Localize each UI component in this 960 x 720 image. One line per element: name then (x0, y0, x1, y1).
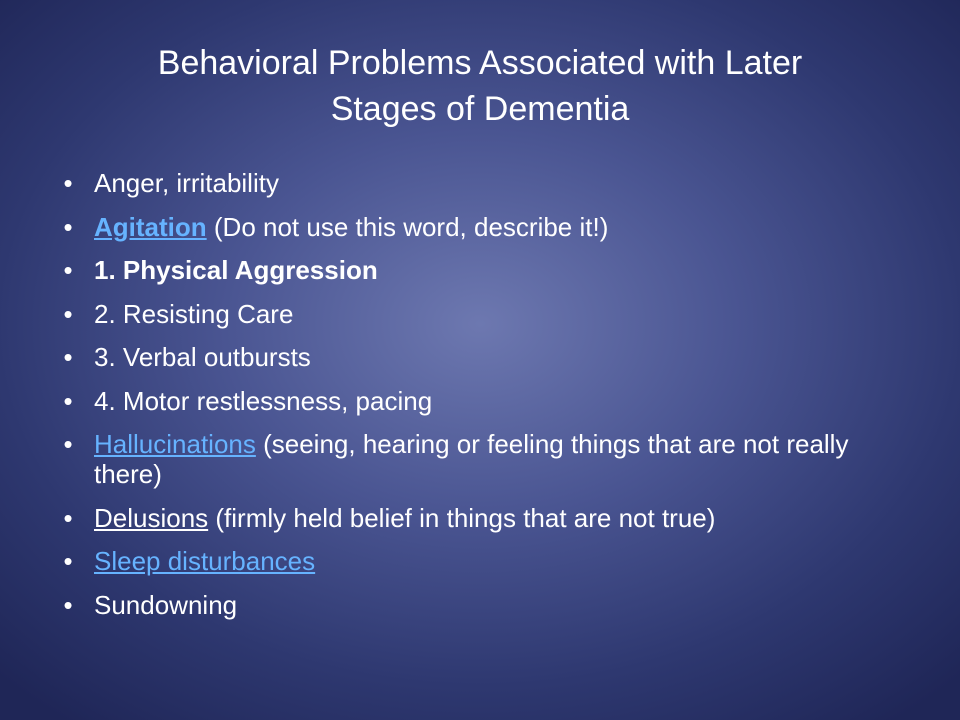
bullet-text: 4. Motor restlessness, pacing (94, 385, 433, 416)
bullet-point-icon: • (63, 546, 73, 576)
bullet-point-icon: • (63, 298, 73, 329)
hallucinations-link[interactable]: Hallucinations (94, 429, 256, 459)
sleep-disturbances-link[interactable]: Sleep disturbances (94, 546, 316, 576)
bullet-point-icon: • (63, 211, 73, 242)
bullet-anger-irritability (58, 168, 918, 198)
bullet-point-icon: • (63, 385, 73, 416)
bullet-text: (seeing, hearing or feeling things that are not really there) (94, 429, 849, 489)
bullet-sundowning (58, 590, 918, 620)
bullet-agitation (58, 212, 918, 242)
bullet-text: (Do not use this word, describe it!) (206, 211, 609, 242)
bullet-resisting-care (58, 299, 918, 329)
bullet-text: Anger, irritability (94, 168, 279, 198)
bullet-physical-aggression (58, 255, 918, 285)
bullet-point-icon: • (63, 589, 73, 620)
bullet-verbal-outbursts (58, 342, 918, 372)
bullet-point-icon: • (63, 168, 73, 198)
bullet-text: (firmly held belief in things that are not true) (208, 502, 716, 533)
bullet-text: 1. Physical Aggression (94, 255, 378, 285)
bullet-point-icon: • (63, 502, 73, 533)
bullet-text: 3. Verbal outbursts (94, 342, 311, 372)
bullet-list (58, 168, 918, 633)
agitation-link[interactable]: Agitation (94, 211, 207, 242)
bullet-delusions (58, 503, 918, 533)
slide-title-line-2: Stages of Dementia (330, 90, 630, 128)
bullet-text: Sundowning (94, 589, 238, 620)
slide-title (60, 40, 900, 132)
delusions-term: Delusions (94, 502, 209, 533)
bullet-sleep-disturbances (58, 546, 918, 576)
bullet-point-icon: • (63, 429, 73, 459)
bullet-text: 2. Resisting Care (94, 298, 294, 329)
bullet-motor-restlessness (58, 386, 918, 416)
slide-title-line-1: Behavioral Problems Associated with Later (157, 44, 803, 82)
bullet-point-icon: • (63, 255, 73, 285)
bullet-point-icon: • (63, 342, 73, 372)
bullet-hallucinations (58, 429, 918, 489)
